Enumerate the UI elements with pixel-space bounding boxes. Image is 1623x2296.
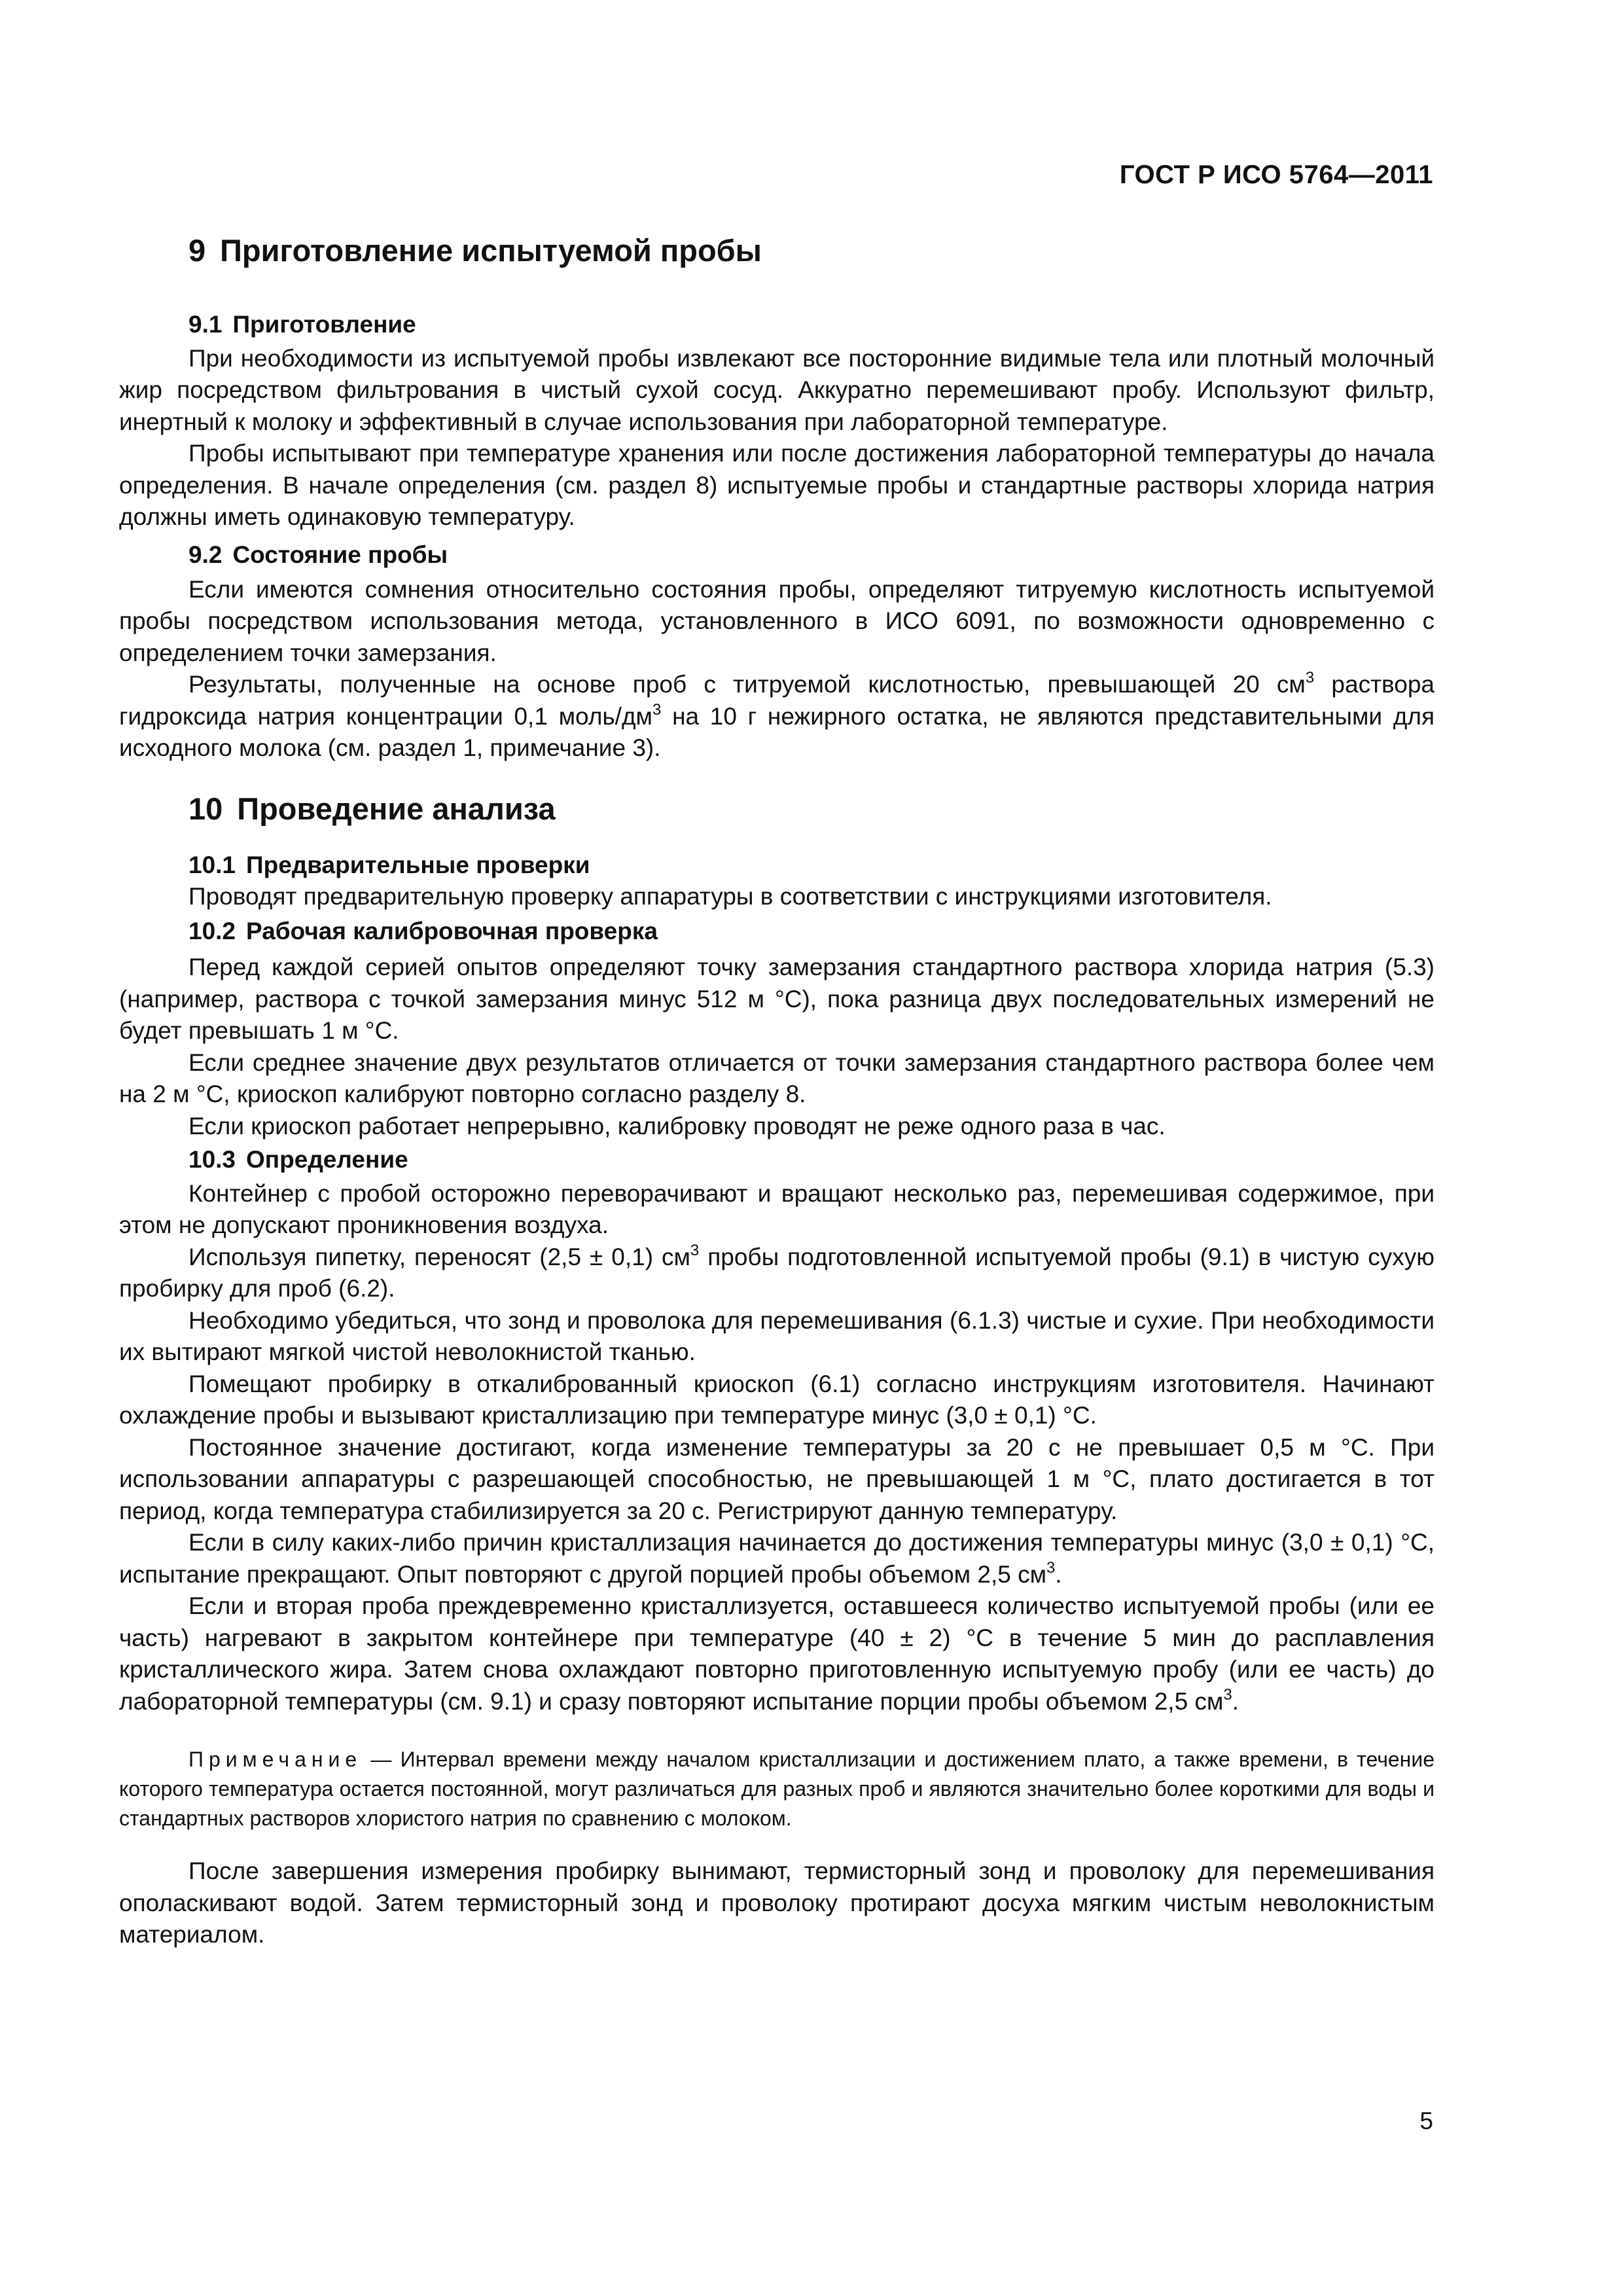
section-title: Приготовление испытуемой пробы — [220, 233, 762, 268]
paragraph: При необходимости из испытуемой пробы извлекают все посторонние видимые тела или плотный молочный жир посредством фильтрования в чистый сухой сосуд. Аккуратно перемешивают пробу. Используют фильтр, инертный к молоку и эффективный в случае использования при лабораторной температуре. — [119, 344, 1435, 435]
subsection-number: 9.2 — [188, 541, 223, 568]
paragraph: Проводят предварительную проверку аппаратуры в соответствии с инструкциями изготовителя. — [188, 882, 1272, 910]
paragraph — [119, 1242, 1435, 1305]
subsection-title: Состояние пробы — [232, 541, 448, 568]
page-content — [119, 223, 1435, 1951]
section-title: Проведение анализа — [237, 791, 556, 826]
paragraph: Контейнер с пробой осторожно переворачивают и вращают несколько раз, перемешивая содержимое, при этом не допускают проникновения воздуха. — [119, 1179, 1435, 1239]
paragraph: Помещают пробирку в откалиброванный криоскоп (6.1) согласно инструкциям изготовителя. Начинают охлаждение пробы и вызывают кристаллизацию при температуре минус (3,0 ± 0,1) °С. — [119, 1370, 1435, 1429]
note-label: Примечание — [188, 1748, 363, 1772]
page-number: 5 — [1419, 2108, 1433, 2134]
text-run: Если в силу каких-либо причин кристаллизация начинается до достижения температуры минус (3,0 ± 0,1) °С, испытание прекращают. Опыт повторяют с другой порцией пробы объемом 2,5 см — [119, 1529, 1435, 1588]
paragraph: Перед каждой серией опытов определяют точку замерзания стандартного раствора хлорида натрия (5.3) (например, раствора с точкой замерзания минус 512 м °С), пока разница двух последовательных измерений не будет превышать 1 м °С. — [119, 954, 1435, 1045]
paragraph: Если криоскоп работает непрерывно, калибровку проводят не реже одного раза в час. — [188, 1112, 1166, 1139]
paragraph: Если имеются сомнения относительно состояния пробы, определяют титруемую кислотность испытуемой пробы посредством использования метода, установленного в ИСО 6091, по возможности одновременно с определением точки замерзания. — [119, 575, 1435, 666]
text-run: . — [1232, 1687, 1240, 1715]
paragraph: Пробы испытывают при температуре хранения или после достижения лабораторной температуры до начала определения. В начале определения (см. раздел 8) испытуемые пробы и стандартные растворы хлорида натрия должны иметь одинаковую температуру. — [119, 440, 1435, 531]
paragraph: После завершения измерения пробирку вынимают, термисторный зонд и проволоку для перемешивания ополаскивают водой. Затем термисторный зонд и проволоку протирают досуха мягким чистым неволокнистым материалом. — [119, 1857, 1435, 1948]
superscript: 3 — [1046, 1558, 1056, 1577]
text-run: на 10 г нежирного остатка, не являются представительными для исходного молока (см. раздел 1, примечание 3). — [119, 702, 1435, 762]
subsection-number: 10.3 — [188, 1146, 236, 1174]
note-text: — Интервал времени между началом кристаллизации и достижением плато, а также времени, в течение которого температура остается постоянной, могут различаться для разных проб и являются значительно более короткими для воды и стандартных растворов хлористого натрия по сравнению с молоком. — [119, 1748, 1435, 1831]
paragraph: Необходимо убедиться, что зонд и проволока для перемешивания (6.1.3) чистые и сухие. При необходимости их вытирают мягкой чистой неволокнистой тканью. — [119, 1306, 1435, 1366]
text-run: пробы подготовленной испытуемой пробы (9.1) в чистую сухую пробирку для проб (6.2). — [119, 1243, 1435, 1302]
superscript: 3 — [690, 1241, 700, 1259]
superscript: 3 — [652, 700, 662, 719]
text-run: Если и вторая проба преждевременно кристаллизуется, оставшееся количество испытуемой пробы (или ее часть) нагревают в закрытом контейнере при температуре (40 ± 2) °С в течение 5 мин до расплавления кристаллического жира. Затем снова охлаждают повторно приготовленную испытуемую пробу (или ее часть) до лабораторной температуры (см. 9.1) и сразу повторяют испытание порции пробы объемом 2,5 см — [119, 1592, 1435, 1715]
subsection-title: Определение — [246, 1146, 408, 1174]
section-number: 9 — [188, 233, 206, 268]
superscript: 3 — [1305, 669, 1315, 687]
text-run: Результаты, полученные на основе проб с титруемой кислотностью, превышающей 20 см — [188, 671, 1306, 698]
paragraph: Если среднее значение двух результатов отличается от точки замерзания стандартного раствора более чем на 2 м °С, криоскоп калибруют повторно согласно разделу 8. — [119, 1049, 1435, 1108]
subsection-10-2-heading — [119, 916, 1435, 946]
subsection-10-3-heading — [119, 1145, 1435, 1175]
section-9-heading — [119, 232, 1435, 269]
subsection-title: Рабочая калибровочная проверка — [246, 918, 658, 945]
section-10-heading — [119, 791, 1435, 827]
section-number: 10 — [188, 791, 223, 826]
paragraph: Постоянное значение достигают, когда изменение температуры за 20 с не превышает 0,5 м °С. При использовании аппаратуры с разрешающей способностью, не превышающей 1 м °С, плато достигается в тот период, когда температура стабилизируется за 20 с. Регистрируют данную температуру. — [119, 1433, 1435, 1524]
subsection-title: Приготовление — [232, 311, 416, 338]
superscript: 3 — [1223, 1685, 1232, 1704]
note — [119, 1745, 1435, 1833]
text-run: . — [1055, 1560, 1062, 1588]
subsection-number: 10.2 — [188, 918, 236, 945]
document-code: ГОСТ Р ИСО 5764—2011 — [1119, 160, 1433, 189]
subsection-title: Предварительные проверки — [246, 852, 590, 879]
paragraph — [119, 669, 1435, 764]
subsection-9-2-heading — [119, 540, 1435, 570]
subsection-number: 9.1 — [188, 311, 223, 338]
subsection-number: 10.1 — [188, 852, 236, 879]
text-run: раствора гидроксида натрия концентрации 0,1 моль/дм — [119, 671, 1435, 730]
subsection-9-1-heading — [119, 310, 1435, 340]
paragraph — [119, 1527, 1435, 1590]
paragraph — [119, 1590, 1435, 1717]
text-run: Используя пипетку, переносят (2,5 ± 0,1) см — [188, 1243, 690, 1270]
subsection-10-1-heading — [119, 850, 1435, 880]
